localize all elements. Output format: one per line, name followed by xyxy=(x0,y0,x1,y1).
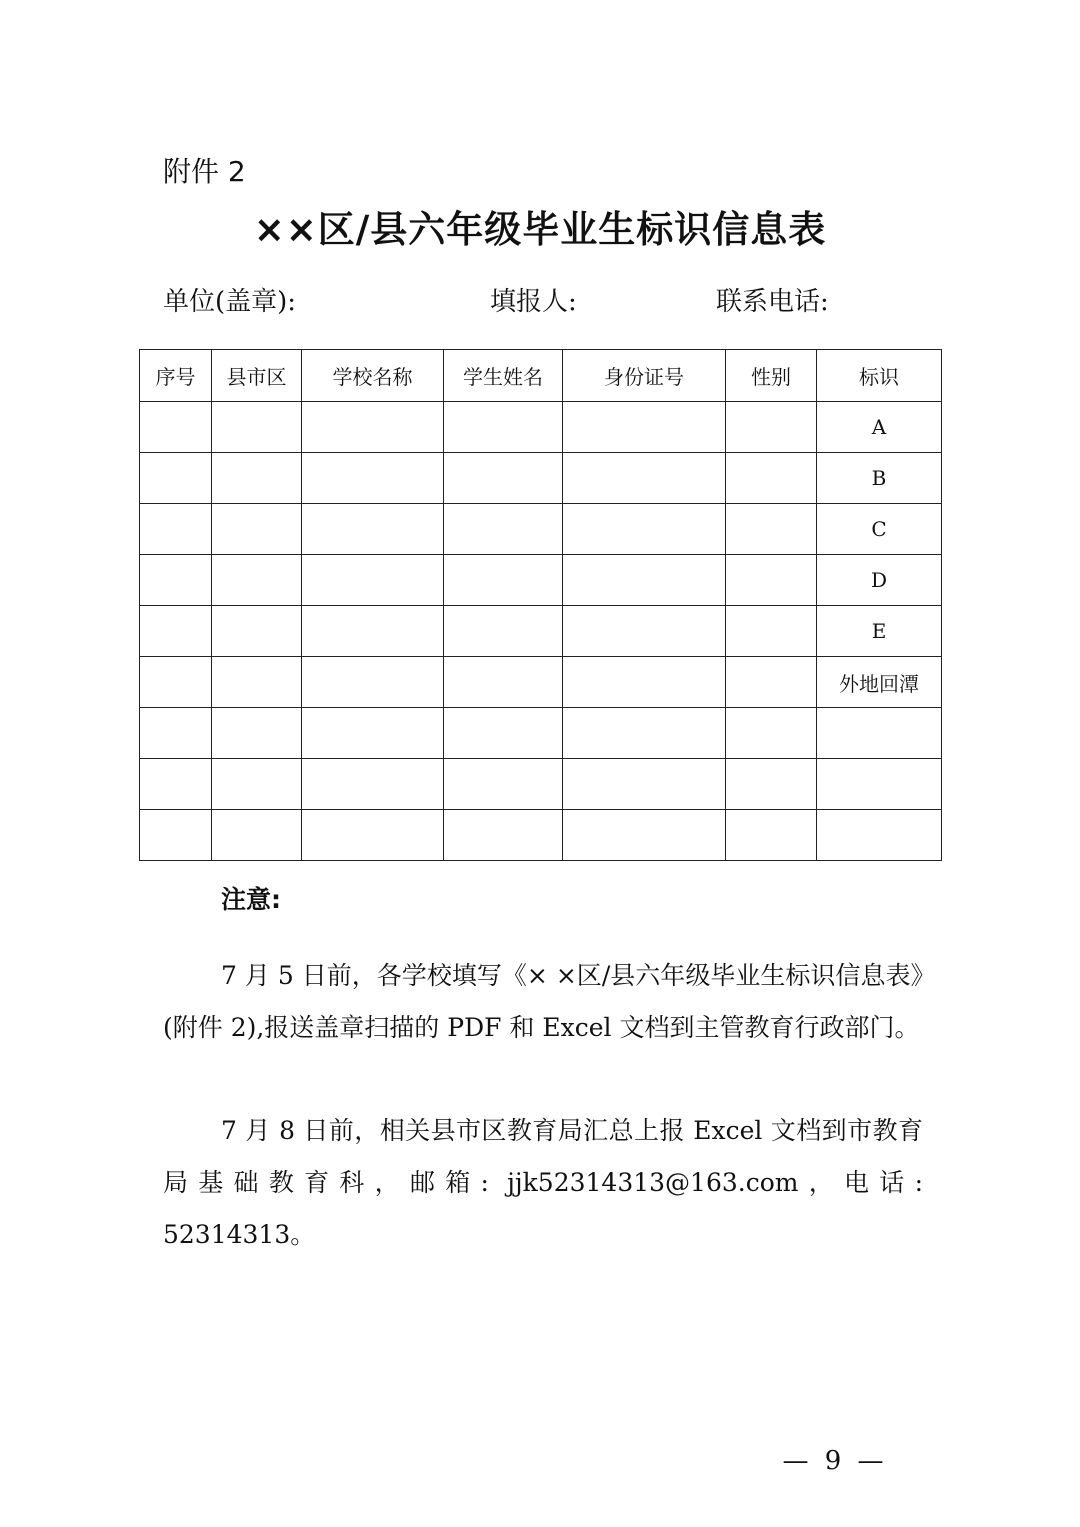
cell-mark: 外地回潭 xyxy=(817,657,942,708)
cell-id-number xyxy=(563,504,726,555)
cell-student-name xyxy=(444,606,563,657)
cell-district xyxy=(212,453,302,504)
cell-id-number xyxy=(563,759,726,810)
table-row xyxy=(140,402,942,453)
cell-school-name xyxy=(302,504,444,555)
cell-serial-number xyxy=(140,810,212,861)
header-district: 县市区 xyxy=(212,350,302,402)
cell-mark xyxy=(817,759,942,810)
cell-serial-number xyxy=(140,402,212,453)
cell-mark xyxy=(817,810,942,861)
cell-student-name xyxy=(444,402,563,453)
cell-gender xyxy=(726,504,817,555)
header-school-name: 学校名称 xyxy=(302,350,444,402)
cell-district xyxy=(212,555,302,606)
table-row xyxy=(140,453,942,504)
table-row xyxy=(140,606,942,657)
cell-mark xyxy=(817,708,942,759)
cell-gender xyxy=(726,810,817,861)
cell-student-name xyxy=(444,555,563,606)
cell-id-number xyxy=(563,657,726,708)
contact-phone-label: 联系电话: xyxy=(716,287,829,317)
cell-id-number xyxy=(563,606,726,657)
table-row xyxy=(140,810,942,861)
cell-gender xyxy=(726,606,817,657)
cell-mark: B xyxy=(817,453,942,504)
cell-district xyxy=(212,657,302,708)
cell-serial-number xyxy=(140,606,212,657)
cell-id-number xyxy=(563,810,726,861)
header-mark: 标识 xyxy=(817,350,942,402)
cell-school-name xyxy=(302,555,444,606)
notes-paragraph-school-deadline: 7 月 5 日前，各学校填写《× ×区/县六年级毕业生标识信息表》(附件 2),报送盖章扫描的 PDF 和 Excel 文档到主管教育行政部门。 xyxy=(163,961,923,1042)
cell-district xyxy=(212,759,302,810)
cell-serial-number xyxy=(140,708,212,759)
cell-student-name xyxy=(444,708,563,759)
cell-student-name xyxy=(444,810,563,861)
table-row xyxy=(140,555,942,606)
cell-school-name xyxy=(302,759,444,810)
cell-serial-number xyxy=(140,759,212,810)
cell-serial-number xyxy=(140,453,212,504)
cell-school-name xyxy=(302,453,444,504)
table-header-row xyxy=(140,350,942,402)
cell-mark: D xyxy=(817,555,942,606)
header-serial-number: 序号 xyxy=(140,350,212,402)
cell-district xyxy=(212,504,302,555)
cell-mark: A xyxy=(817,402,942,453)
cell-student-name xyxy=(444,453,563,504)
page-number: — 9 — xyxy=(782,1446,888,1476)
cell-school-name xyxy=(302,810,444,861)
cell-serial-number xyxy=(140,555,212,606)
attachment-label: 附件 2 xyxy=(163,155,246,188)
table-row xyxy=(140,759,942,810)
cell-gender xyxy=(726,453,817,504)
notes-paragraph-bureau-deadline: 7 月 8 日前，相关县市区教育局汇总上报 Excel 文档到市教育局基础教育科，邮箱: jjk52314313@163.com，电话: 52314313。 xyxy=(163,1116,923,1249)
cell-school-name xyxy=(302,657,444,708)
table-row xyxy=(140,657,942,708)
cell-student-name xyxy=(444,759,563,810)
cell-gender xyxy=(726,555,817,606)
header-student-name: 学生姓名 xyxy=(444,350,563,402)
cell-id-number xyxy=(563,555,726,606)
reporter-label: 填报人: xyxy=(490,287,577,317)
cell-id-number xyxy=(563,402,726,453)
cell-serial-number xyxy=(140,504,212,555)
cell-district xyxy=(212,810,302,861)
cell-mark: E xyxy=(817,606,942,657)
cell-student-name xyxy=(444,657,563,708)
cell-serial-number xyxy=(140,657,212,708)
cell-school-name xyxy=(302,402,444,453)
table-row xyxy=(140,504,942,555)
notes-heading: 注意: xyxy=(221,885,281,914)
cell-gender xyxy=(726,759,817,810)
cell-gender xyxy=(726,402,817,453)
cell-school-name xyxy=(302,606,444,657)
cell-id-number xyxy=(563,453,726,504)
student-info-table xyxy=(139,349,942,861)
cell-school-name xyxy=(302,708,444,759)
table-row xyxy=(140,708,942,759)
cell-student-name xyxy=(444,504,563,555)
cell-district xyxy=(212,708,302,759)
cell-gender xyxy=(726,708,817,759)
cell-mark: C xyxy=(817,504,942,555)
cell-gender xyxy=(726,657,817,708)
cell-district xyxy=(212,402,302,453)
cell-district xyxy=(212,606,302,657)
form-title: ××区/县六年级毕业生标识信息表 xyxy=(253,208,827,251)
cell-id-number xyxy=(563,708,726,759)
header-id-number: 身份证号 xyxy=(563,350,726,402)
unit-stamp-label: 单位(盖章): xyxy=(163,287,297,317)
header-gender: 性别 xyxy=(726,350,817,402)
